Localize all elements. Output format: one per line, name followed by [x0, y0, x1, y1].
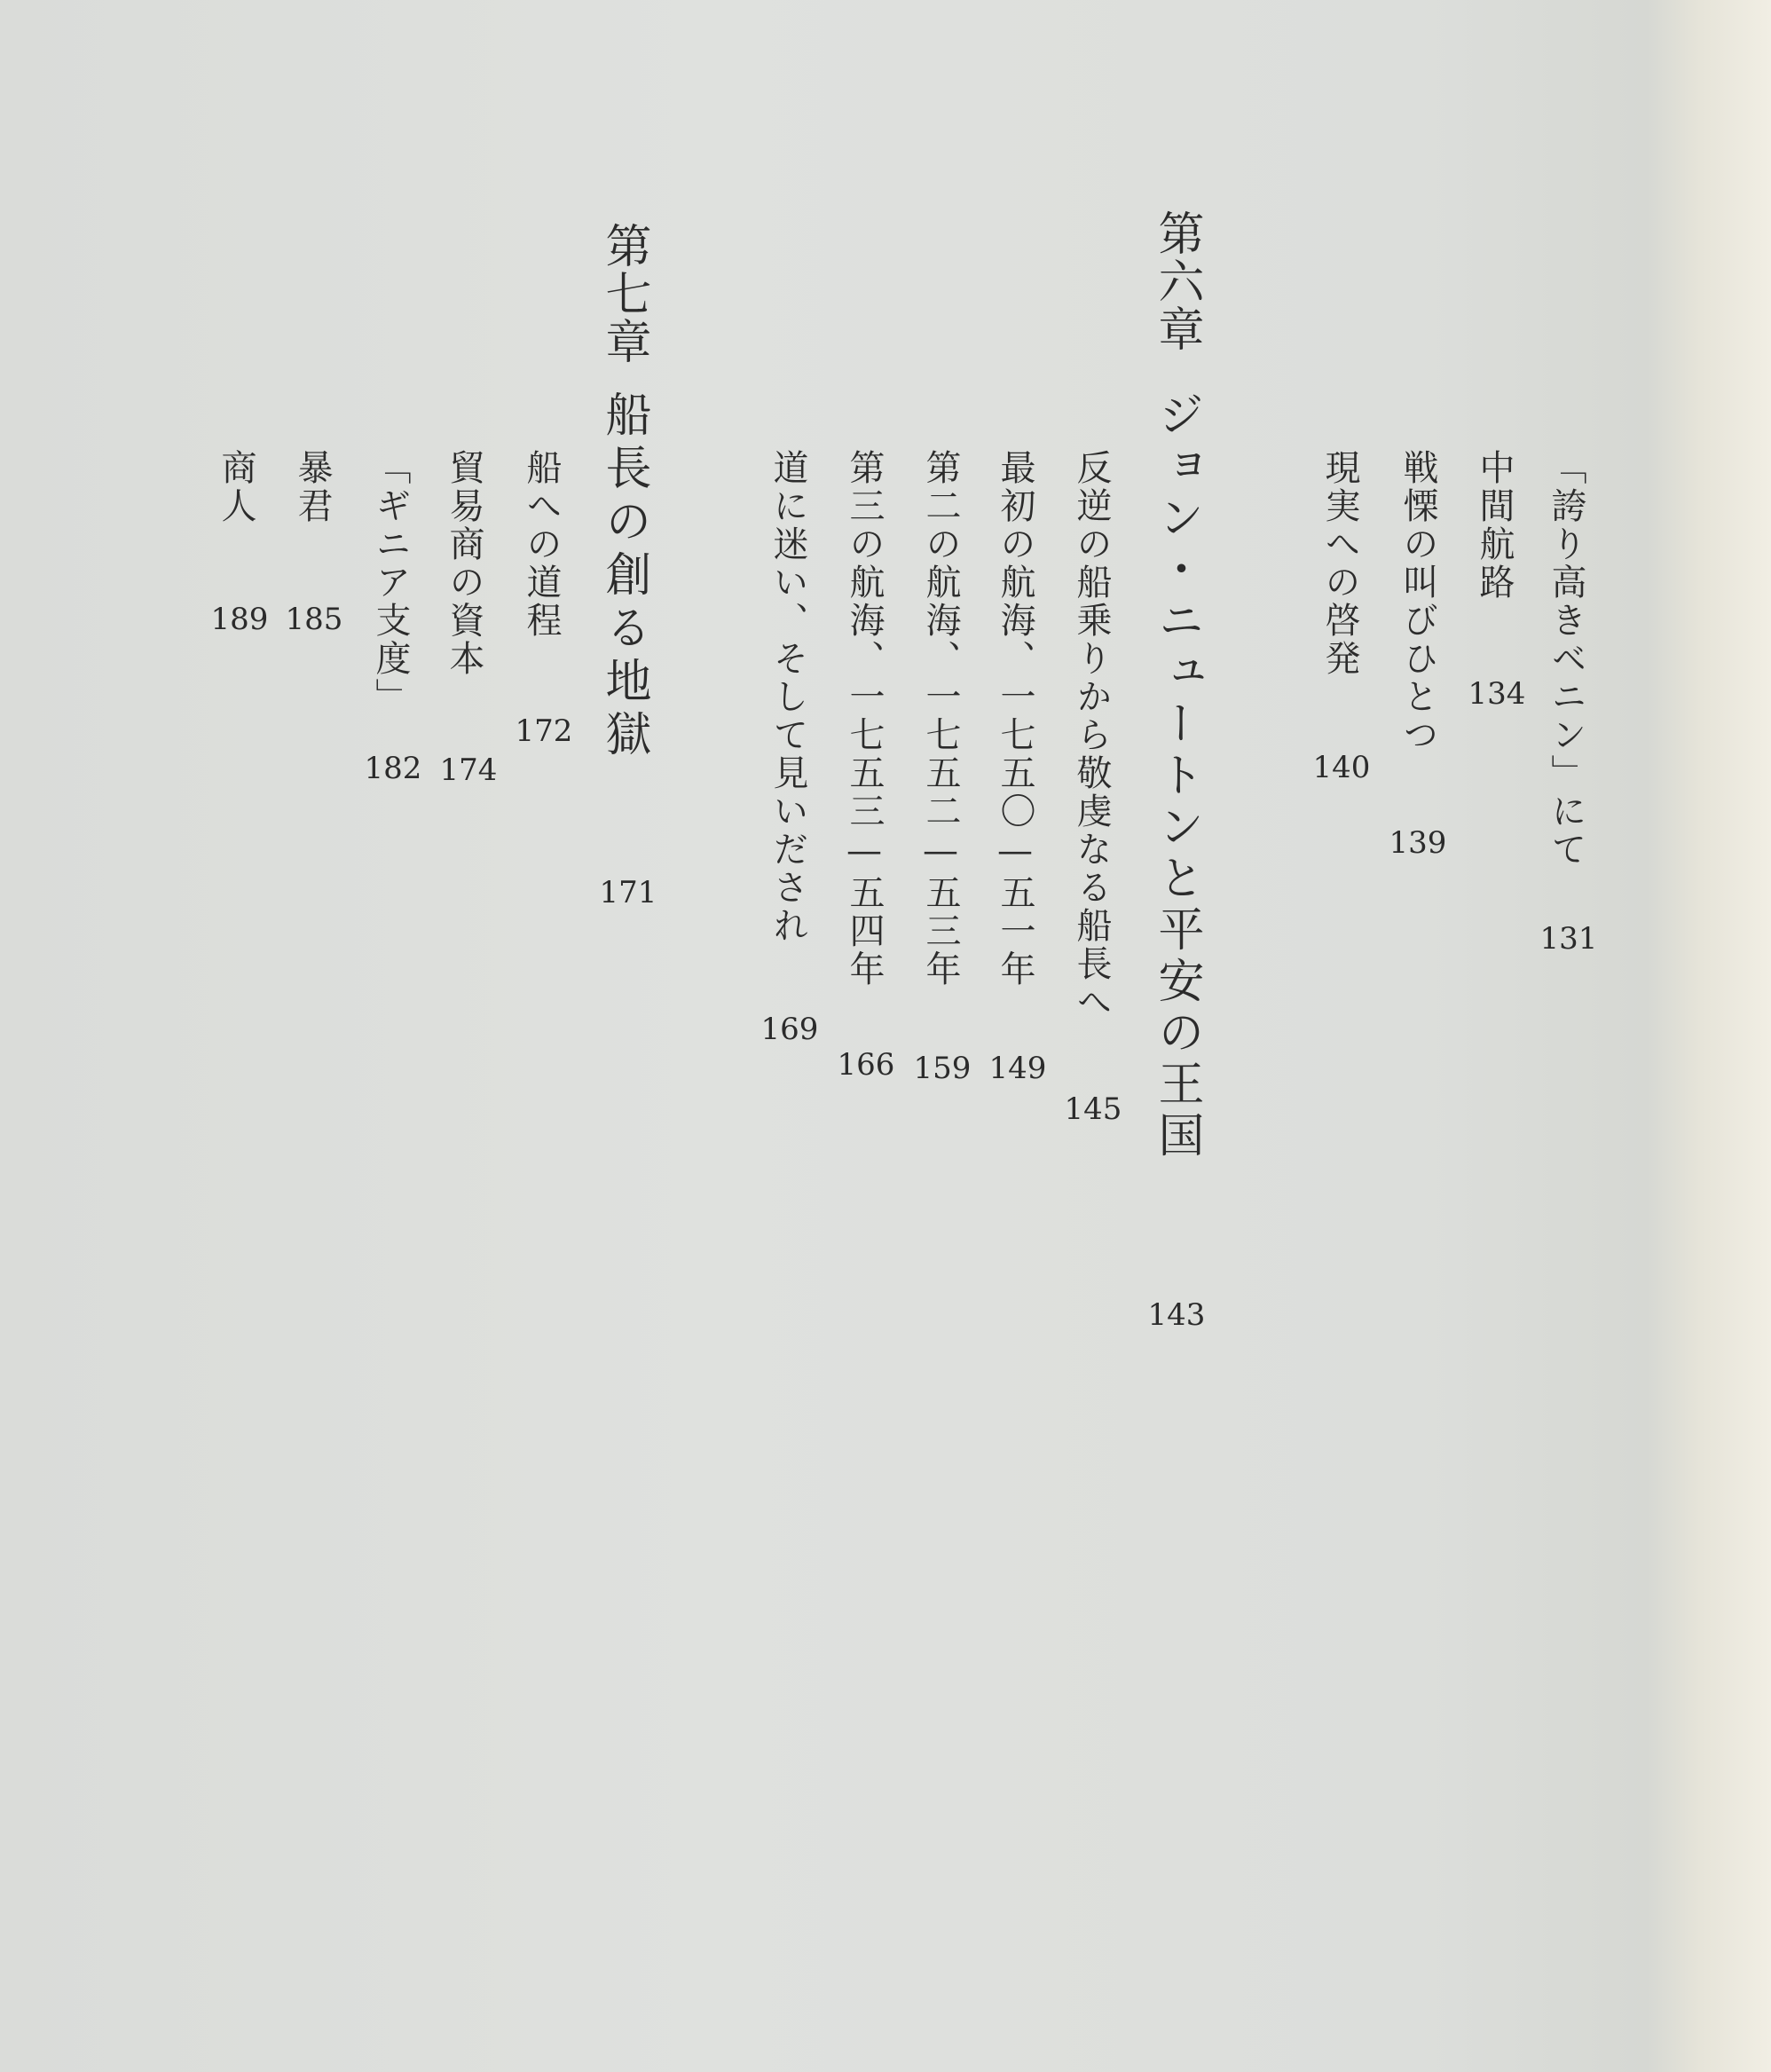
toc-entry-page: 139	[1389, 825, 1447, 861]
toc-entry-page: 174	[439, 752, 498, 788]
toc-entry-title: 反逆の船乗りから敬虔なる船長へ	[1071, 449, 1112, 1021]
toc-entry-title: 現実への啓発	[1319, 449, 1360, 678]
toc-entry-page: 172	[515, 713, 573, 749]
chapter-label: 第七章	[597, 222, 650, 366]
toc-entry-page: 149	[988, 1051, 1047, 1086]
toc-entry-title: 商人	[216, 449, 256, 525]
chapter-label: 第六章	[1150, 209, 1203, 353]
toc-entry-title: 最初の航海、一七五〇—五一年	[995, 449, 1035, 989]
toc-entry-title: 中間航路	[1474, 449, 1515, 602]
toc-entry-page: 185	[285, 602, 343, 637]
toc-entry-title: 第三の航海、一七五三—五四年	[844, 449, 885, 989]
toc-entry-page: 182	[364, 751, 422, 786]
toc-entry-page: 166	[837, 1047, 895, 1083]
toc-entry-page: 159	[913, 1051, 972, 1086]
chapter-title: ジョン・ニュートンと平安の王国	[1150, 390, 1203, 1162]
toc-entry-page: 189	[210, 602, 269, 637]
chapter-title: 船長の創る地獄	[597, 390, 650, 763]
toc-entry-page: 145	[1064, 1091, 1122, 1127]
chapter-page: 171	[599, 875, 657, 910]
toc-entry-page: 140	[1312, 750, 1371, 785]
toc-entry-title: 「ギニア支度」	[370, 449, 411, 716]
toc-entry-title: 暴君	[292, 449, 333, 525]
toc-entry-title: 貿易商の資本	[444, 449, 484, 678]
chapter-page: 143	[1147, 1297, 1206, 1333]
toc-entry-page: 131	[1539, 921, 1598, 957]
toc-entry-title: 道に迷い、そして見いだされ	[767, 449, 808, 945]
toc-entry-title: 戦慄の叫びひとつ	[1397, 449, 1438, 754]
toc-entry-page: 134	[1468, 676, 1526, 712]
toc-entry-title: 船への道程	[521, 449, 562, 640]
toc-entry-page: 169	[760, 1012, 819, 1047]
toc-entry-title: 第二の航海、一七五二—五三年	[920, 449, 961, 989]
toc-entry-title: 「誇り高きベニン」にて	[1546, 449, 1586, 869]
